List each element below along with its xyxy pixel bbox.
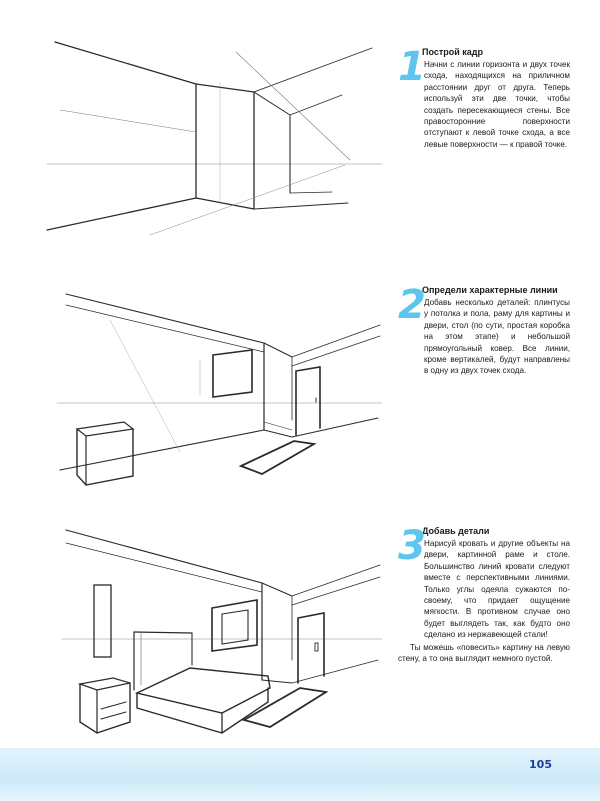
- step-1-number: 1: [398, 44, 426, 90]
- step-3-text-2: Ты можешь «повесить» картину на левую стену, а то она выглядит немного пустой.: [398, 642, 570, 664]
- step-3-number: 3: [398, 523, 426, 569]
- step-1-text: Начни с линии горизонта и двух точек схода, находящихся на приличном расстоянии друг от друга. Теперь используй эти две точки, чтобы создать пересекающиеся стены. Все правосторонние поверхности отступают к левой точке схода, а все левые поверхности — к правой точке.: [424, 60, 570, 149]
- sketch-2-characteristic-lines: [57, 294, 382, 485]
- step-3: [398, 523, 570, 664]
- step-2-text: Добавь несколько деталей: плинтусы у потолка и пола, раму для картины и двери, стол (по сути, простая коробка на этом этапе) и небольшой прямоугольный ковер. Все линии, кроме вертикалей, будут направлены в одну из двух точек схода.: [424, 298, 570, 376]
- step-2: [398, 282, 570, 377]
- page-footer: [0, 748, 600, 801]
- step-1-title: Построй кадр: [422, 47, 484, 57]
- step-3-text: Нарисуй кровать и другие объекты на двери, картинной раме и столе. Большинство линий кровати следуют вместе с перспективными линиями. Только углы одеяла сужаются по-своему, что придает ощущение мягкости. В противном случае оно будет выглядеть так, как будто оно сделано из нержавеющей стали!: [424, 539, 570, 640]
- step-2-number: 2: [398, 282, 426, 328]
- sketch-1-room-frame: [47, 42, 382, 235]
- step-1: [398, 44, 570, 150]
- sketch-3-details: [62, 530, 382, 733]
- step-3-title: Добавь детали: [422, 526, 490, 536]
- step-2-title: Определи характерные линии: [422, 285, 558, 295]
- page-number: 105: [529, 758, 552, 771]
